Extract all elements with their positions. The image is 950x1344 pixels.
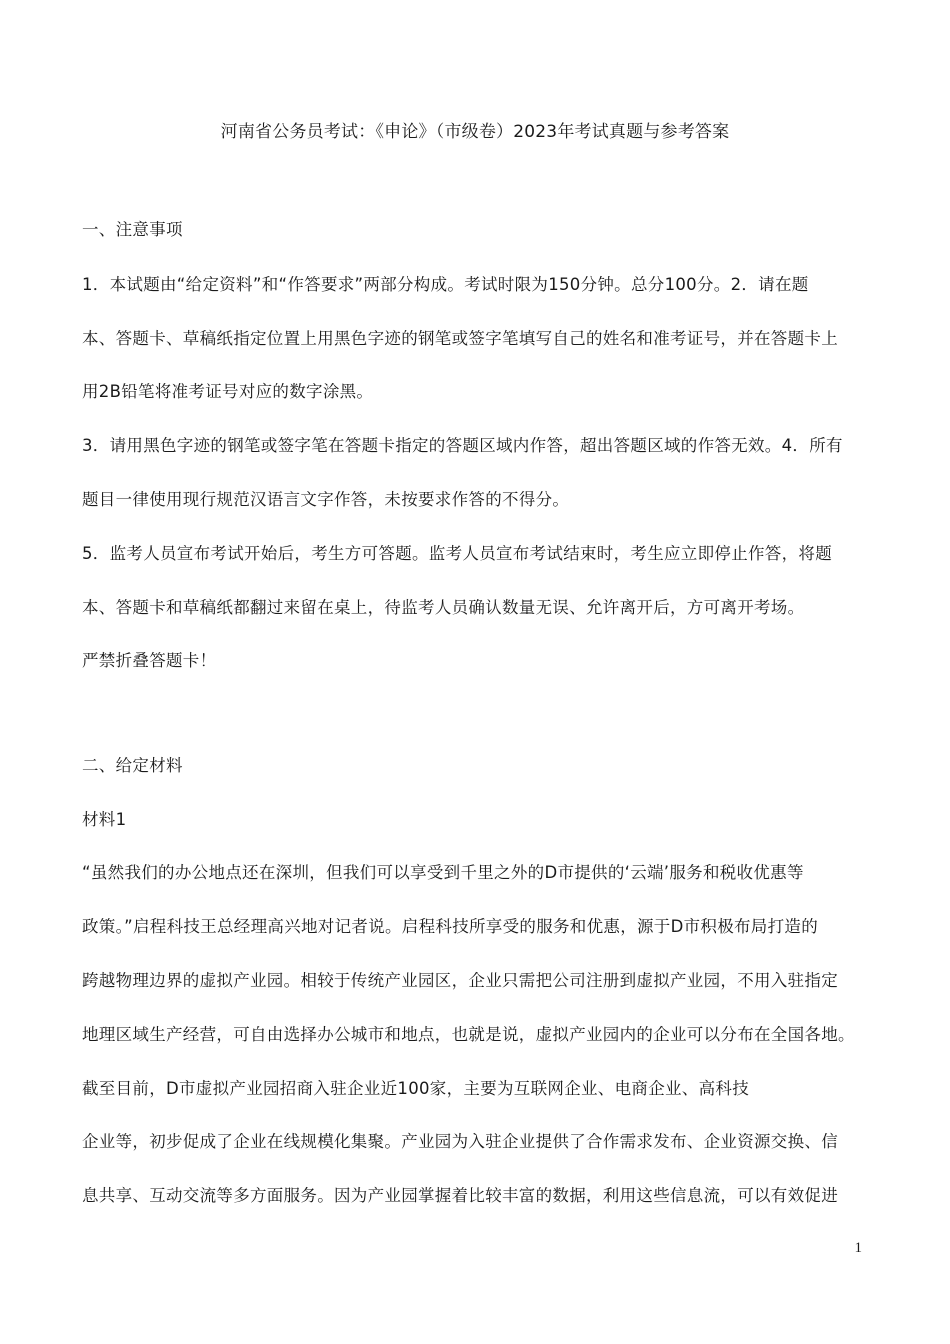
notes-line: 3．请用黑色字迹的钢笔或签字笔在答题卡指定的答题区域内作答，超出答题区域的作答无效。4．所有: [82, 436, 843, 455]
page-number: 1: [854, 1240, 862, 1256]
notes-line: 5．监考人员宣布考试开始后，考生方可答题。监考人员宣布考试结束时，考生应立即停止作答，将题: [82, 544, 832, 563]
material-line: “虽然我们的办公地点还在深圳，但我们可以享受到千里之外的D市提供的‘云端’服务和税收优惠等: [82, 863, 804, 882]
material-label: 材料1: [82, 810, 127, 829]
material-line: 企业等，初步促成了企业在线规模化集聚。产业园为入驻企业提供了合作需求发布、企业资源交换、信: [82, 1132, 838, 1151]
notes-line: 题目一律使用现行规范汉语言文字作答，未按要求作答的不得分。: [82, 490, 570, 509]
notes-line: 本、答题卡和草稿纸都翻过来留在桌上，待监考人员确认数量无误、允许离开后，方可离开考场。: [82, 598, 805, 617]
material-line: 政策。”启程科技王总经理高兴地对记者说。启程科技所享受的服务和优惠，源于D市积极布局打造的: [82, 917, 819, 936]
material-line: 地理区域生产经营，可自由选择办公城市和地点，也就是说，虚拟产业园内的企业可以分布在全国各地。: [82, 1025, 855, 1044]
material-line: 跨越物理边界的虚拟产业园。相较于传统产业园区，企业只需把公司注册到虚拟产业园，不用入驻指定: [82, 971, 838, 990]
material-line: 截至目前，D市虚拟产业园招商入驻企业近100家，主要为互联网企业、电商企业、高科技: [82, 1079, 749, 1098]
section-heading-notes: 一、注意事项: [82, 220, 183, 239]
document-title: 河南省公务员考试：《申论》（市级卷）2023年考试真题与参考答案: [220, 122, 730, 142]
notes-line: 严禁折叠答题卡！: [82, 651, 217, 670]
material-line: 息共享、互动交流等多方面服务。因为产业园掌握着比较丰富的数据，利用这些信息流，可以有效促进: [82, 1186, 838, 1205]
notes-line: 用2B铅笔将准考证号对应的数字涂黑。: [82, 382, 374, 401]
notes-line: 1．本试题由“给定资料”和“作答要求”两部分构成。考试时限为150分钟。总分100分。2．请在题: [82, 275, 809, 294]
notes-line: 本、答题卡、草稿纸指定位置上用黑色字迹的钢笔或签字笔填写自己的姓名和准考证号，并在答题卡上: [82, 329, 838, 348]
section-heading-materials: 二、给定材料: [82, 756, 183, 775]
